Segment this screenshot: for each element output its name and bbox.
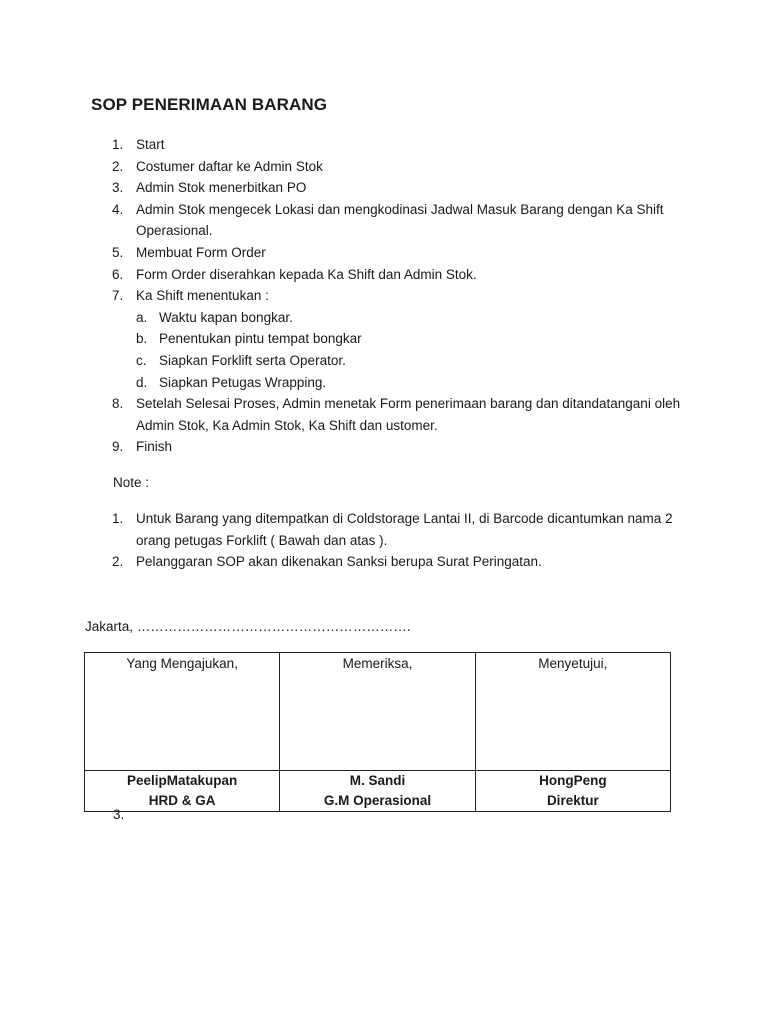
signatory-name: M. Sandi — [349, 773, 406, 788]
signature-role-cell: Yang Mengajukan, — [85, 653, 280, 771]
signatory-cell — [280, 771, 475, 812]
signatory-cell — [475, 771, 670, 812]
list-item: 2. Pelanggaran SOP akan dikenakan Sanksi berupa Surat Peringatan. — [112, 554, 542, 570]
signatory-position: HRD & GA — [148, 793, 216, 808]
note-label: Note : — [113, 475, 150, 490]
list-item: 8. Setelah Selesai Proses, Admin menetak Form penerimaan barang dan ditandatangani oleh Admin Stok, Ka Admin Stok, Ka Shift dan ustomer. — [112, 396, 681, 433]
signature-table — [84, 652, 671, 812]
signatory-name: PeelipMatakupan — [127, 773, 238, 788]
list-item: 6. Form Order diserahkan kepada Ka Shift dan Admin Stok. — [112, 266, 477, 282]
list-item: d. Siapkan Petugas Wrapping. — [136, 374, 327, 390]
document-title: SOP PENERIMAAN BARANG — [91, 95, 328, 114]
list-item: a. Waktu kapan bongkar. — [136, 309, 293, 325]
notes-list — [112, 508, 682, 573]
steps-list — [112, 134, 682, 458]
signatory-name: HongPeng — [539, 773, 607, 788]
list-item: 5. Membuat Form Order — [112, 244, 266, 260]
list-item: 3. Admin Stok menerbitkan PO — [112, 180, 307, 196]
list-item: c. Siapkan Forklift serta Operator. — [136, 352, 346, 368]
list-item: 7. Ka Shift menentukan : a. Waktu kapan bongkar. b. Penentukan pintu tempat bongkar c. Siapkan Forklift serta Operator. d. Siapkan Petugas Wrapping. — [112, 285, 682, 393]
signature-role-cell: Memeriksa, — [280, 653, 475, 771]
trailing-list-number: 3. — [113, 807, 125, 822]
list-item: b. Penentukan pintu tempat bongkar — [136, 331, 362, 347]
list-item: 1. Start — [112, 137, 165, 152]
signatory-position: G.M Operasional — [323, 793, 432, 808]
list-item: 1. Untuk Barang yang ditempatkan di Coldstorage Lantai II, di Barcode dicantumkan nama 2 orang petugas Forklift ( Bawah dan atas ). — [112, 511, 673, 548]
signature-role-cell: Menyetujui, — [475, 653, 670, 771]
signatory-position: Direktur — [546, 793, 599, 808]
place-date-line: Jakarta, ……………………………………………………. — [85, 619, 411, 634]
list-item: 4. Admin Stok mengecek Lokasi dan mengkodinasi Jadwal Masuk Barang dengan Ka Shift Operasional. — [112, 201, 664, 239]
substeps-list — [136, 307, 682, 393]
list-item: 9. Finish — [112, 439, 173, 455]
list-item: 2. Costumer daftar ke Admin Stok — [112, 158, 323, 174]
signatory-cell — [85, 771, 280, 812]
